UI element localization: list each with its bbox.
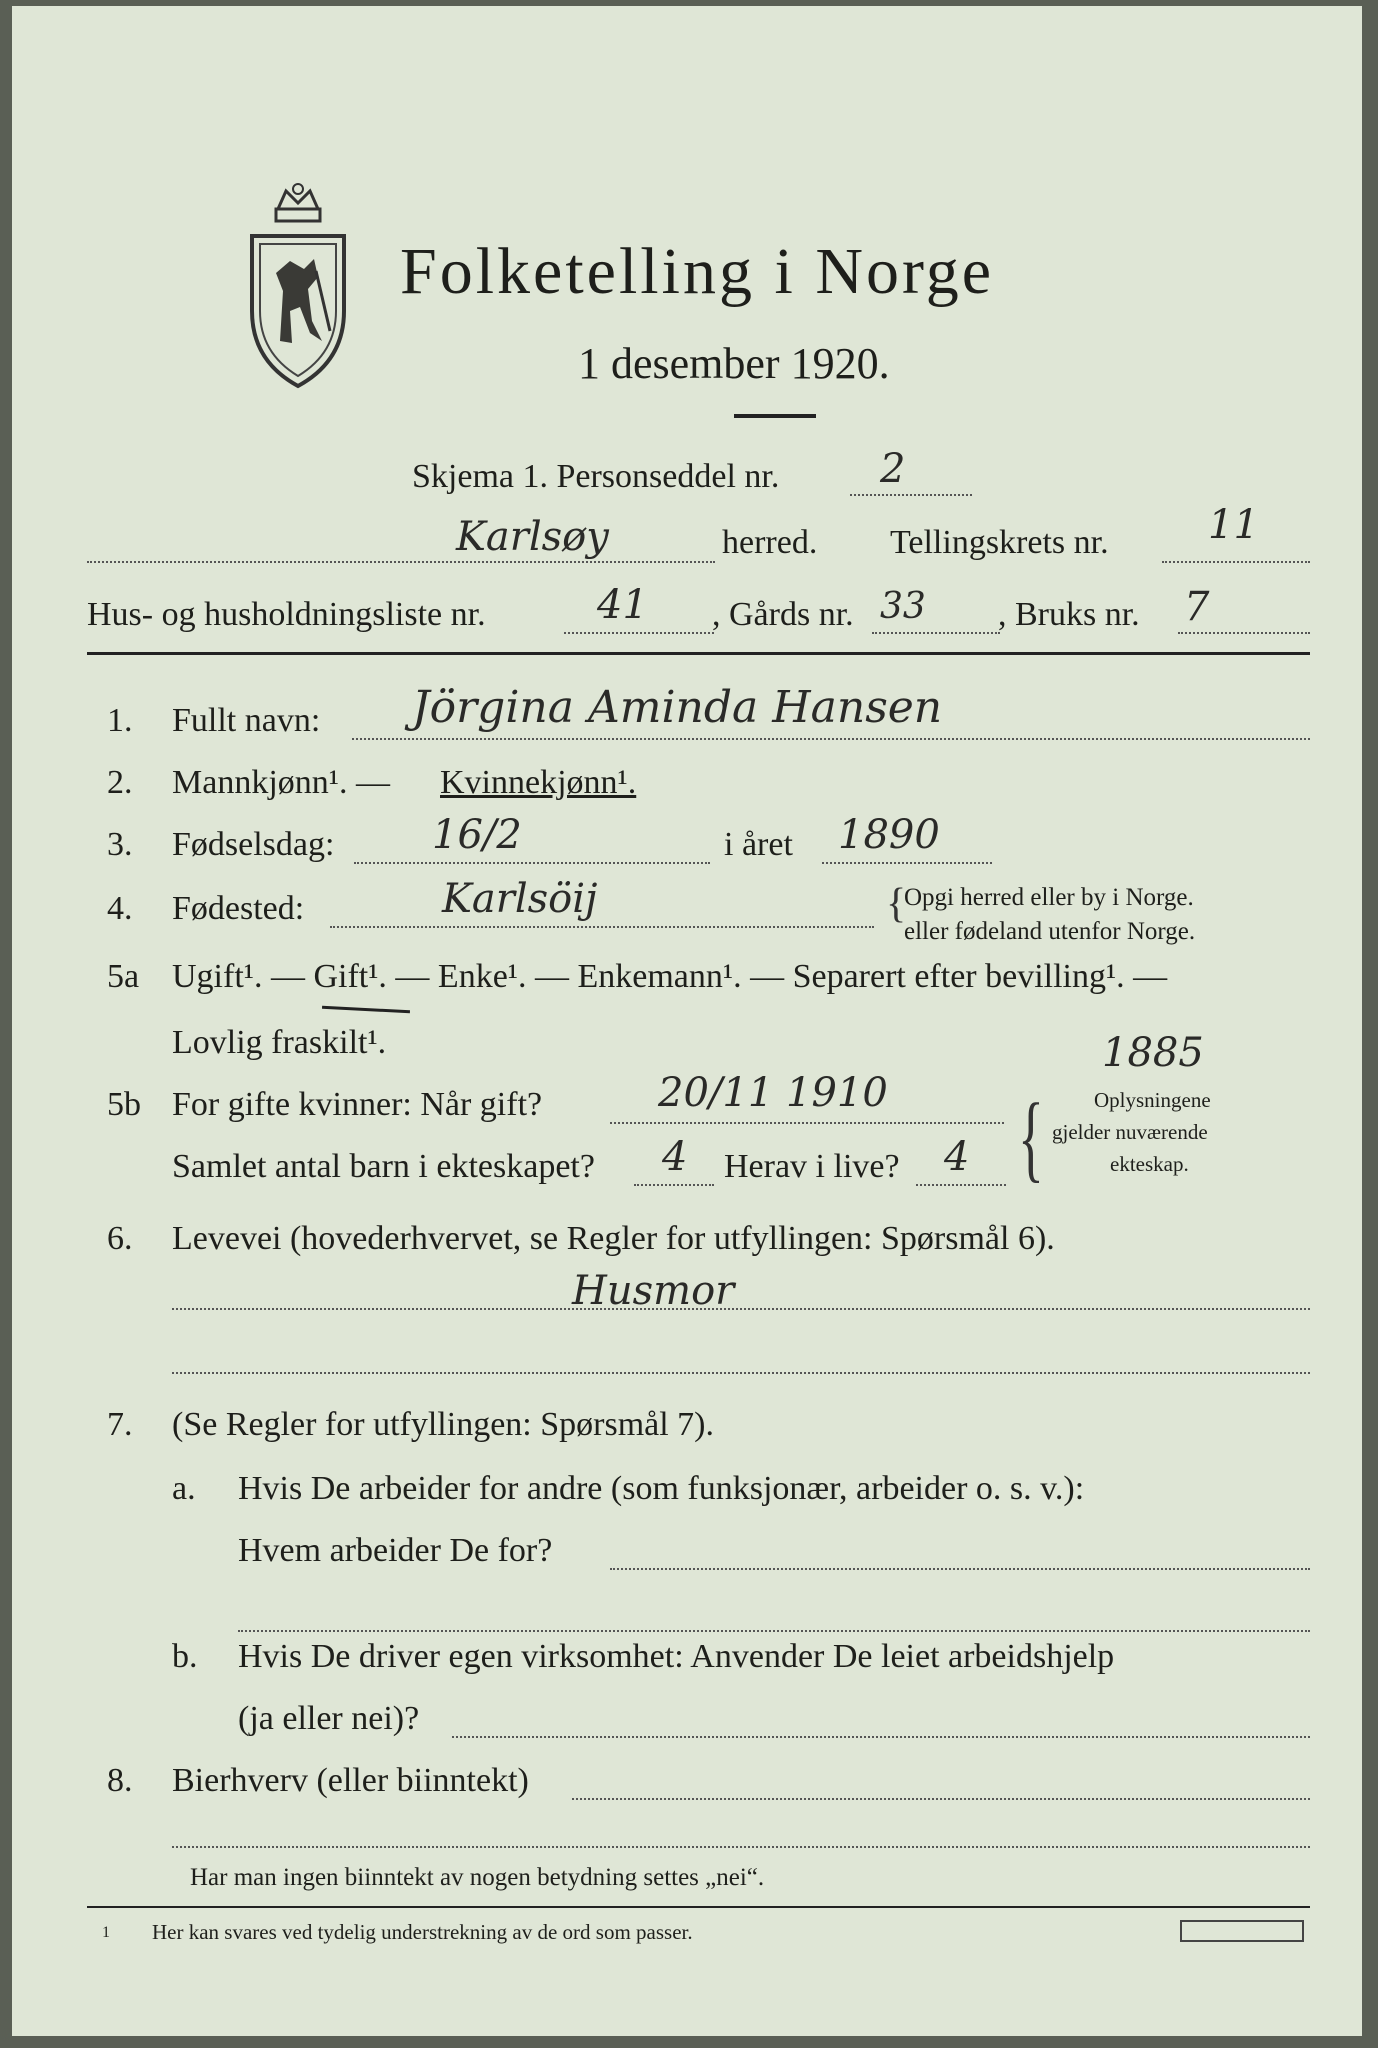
schema-nr-value: 2 (880, 446, 906, 492)
bruks-nr-value: 7 (1184, 584, 1210, 630)
q7b-line-1: Hvis De driver egen virksomhet: Anvender De leiet arbeidshjelp (238, 1638, 1115, 1675)
q1-full-name-value: Jörgina Aminda Hansen (412, 682, 943, 733)
q7a-letter: a. (172, 1470, 196, 1507)
q5b-children-value: 4 (662, 1134, 688, 1180)
q3-birthday-value: 16/2 (432, 812, 522, 858)
q7-label: (Se Regler for utfyllingen: Spørsmål 7). (172, 1406, 715, 1443)
q6-label: Levevei (hovederhvervet, se Regler for utfyllingen: Spørsmål 6). (172, 1220, 1055, 1257)
q7a-answer-line-2 (238, 1630, 1310, 1632)
q7a-line-2: Hvem arbeider De for? (238, 1532, 553, 1569)
schema-label: Skjema 1. Personseddel nr. (412, 458, 780, 495)
q1-label: Fullt navn: (172, 702, 321, 739)
printer-stamp (1180, 1920, 1304, 1942)
q3-year-label: i året (724, 826, 793, 863)
q4-note-line-1: Opgi herred eller by i Norge. (904, 884, 1194, 911)
q2-number: 2. (107, 764, 133, 801)
footnote-mark: 1 (102, 1924, 110, 1941)
q4-note-line-2: eller fødeland utenfor Norge. (904, 918, 1196, 945)
header-rule (87, 652, 1310, 655)
q8-number: 8. (107, 1762, 133, 1799)
q5b-note-brace: { (1018, 1083, 1044, 1192)
q5b-note-line-3: ekteskap. (1110, 1152, 1189, 1176)
gards-line (872, 632, 1000, 634)
gards-label: , Gårds nr. (712, 596, 854, 633)
q5b-alive-value: 4 (944, 1134, 970, 1180)
q4-number: 4. (107, 890, 133, 927)
q2-female-option: Kvinnekjønn¹. (440, 764, 637, 801)
hus-nr-value: 41 (597, 582, 648, 628)
footer-rule (87, 1906, 1310, 1908)
herred-label: herred. (722, 524, 818, 561)
q5b-alive-line (916, 1184, 1006, 1186)
herred-value: Karlsøy (456, 514, 609, 560)
census-form-page (12, 6, 1362, 2036)
q5b-married-line (610, 1122, 1004, 1124)
bruks-line (1178, 632, 1310, 634)
title-divider (734, 414, 816, 418)
q6-occupation-value: Husmor (572, 1268, 735, 1314)
census-date: 1 desember 1920. (578, 339, 890, 388)
q3-line (354, 862, 710, 864)
hus-label: Hus- og husholdningsliste nr. (87, 596, 486, 633)
q4-line (330, 926, 874, 928)
q1-number: 1. (107, 702, 133, 739)
q7a-answer-line-1 (610, 1568, 1310, 1570)
q6-line-2 (172, 1372, 1310, 1374)
q5b-note-line-2: gjelder nuværende (1052, 1120, 1208, 1144)
q7b-line-2: (ja eller nei)? (238, 1700, 420, 1737)
q5b-married-label: For gifte kvinner: Når gift? (172, 1086, 543, 1123)
q6-line-1 (172, 1308, 1310, 1310)
q5a-year-annotation: 1885 (1102, 1030, 1204, 1076)
herred-line (87, 561, 715, 563)
q4-note-brace: { (886, 881, 907, 927)
q4-label: Fødested: (172, 890, 305, 927)
q5b-children-label: Samlet antal barn i ekteskapet? (172, 1148, 595, 1185)
q8-line-1 (572, 1798, 1310, 1800)
schema-nr-line (850, 494, 972, 496)
q8-line-2 (172, 1846, 1310, 1848)
q3-label: Fødselsdag: (172, 826, 335, 863)
coat-of-arms-icon (238, 181, 358, 391)
footnote-text: Her kan svares ved tydelig understrekning av de ord som passer. (152, 1920, 693, 1944)
q3-year-value: 1890 (838, 812, 940, 858)
q7b-letter: b. (172, 1638, 198, 1675)
q3-number: 3. (107, 826, 133, 863)
q5b-married-value: 20/11 1910 (658, 1070, 888, 1116)
hus-line (564, 632, 714, 634)
q2-male-option: Mannkjønn¹. — (172, 764, 390, 801)
form-title: Folketelling i Norge (400, 235, 995, 308)
q7a-line-1: Hvis De arbeider for andre (som funksjonær, arbeider o. s. v.): (238, 1470, 1085, 1507)
q4-birthplace-value: Karlsöij (442, 876, 598, 922)
q1-line (352, 738, 1310, 740)
q5b-children-line (634, 1184, 714, 1186)
q5b-alive-label: Herav i live? (724, 1148, 900, 1185)
q5a-options-line-1: Ugift¹. — Gift¹. — Enke¹. — Enkemann¹. — Separert efter bevilling¹. — (172, 958, 1168, 995)
q8-label: Bierhverv (eller biinntekt) (172, 1762, 529, 1799)
tellingskrets-line (1162, 561, 1310, 563)
q5a-number: 5a (107, 958, 140, 995)
q5b-number: 5b (107, 1086, 141, 1123)
q8-note: Har man ingen biinntekt av nogen betydning settes „nei“. (190, 1864, 765, 1891)
q5a-options-line-2: Lovlig fraskilt¹. (172, 1024, 387, 1061)
tellingskrets-label: Tellingskrets nr. (890, 524, 1109, 561)
q6-number: 6. (107, 1220, 133, 1257)
gards-nr-value: 33 (880, 586, 926, 627)
tellingskrets-nr-value: 11 (1208, 502, 1259, 548)
q7b-answer-line (452, 1736, 1310, 1738)
q5b-note-line-1: Oplysningene (1094, 1088, 1211, 1112)
q7-number: 7. (107, 1406, 133, 1443)
q5a-gift-underline (322, 1006, 410, 1014)
q3-year-line (822, 862, 992, 864)
bruks-label: , Bruks nr. (998, 596, 1140, 633)
